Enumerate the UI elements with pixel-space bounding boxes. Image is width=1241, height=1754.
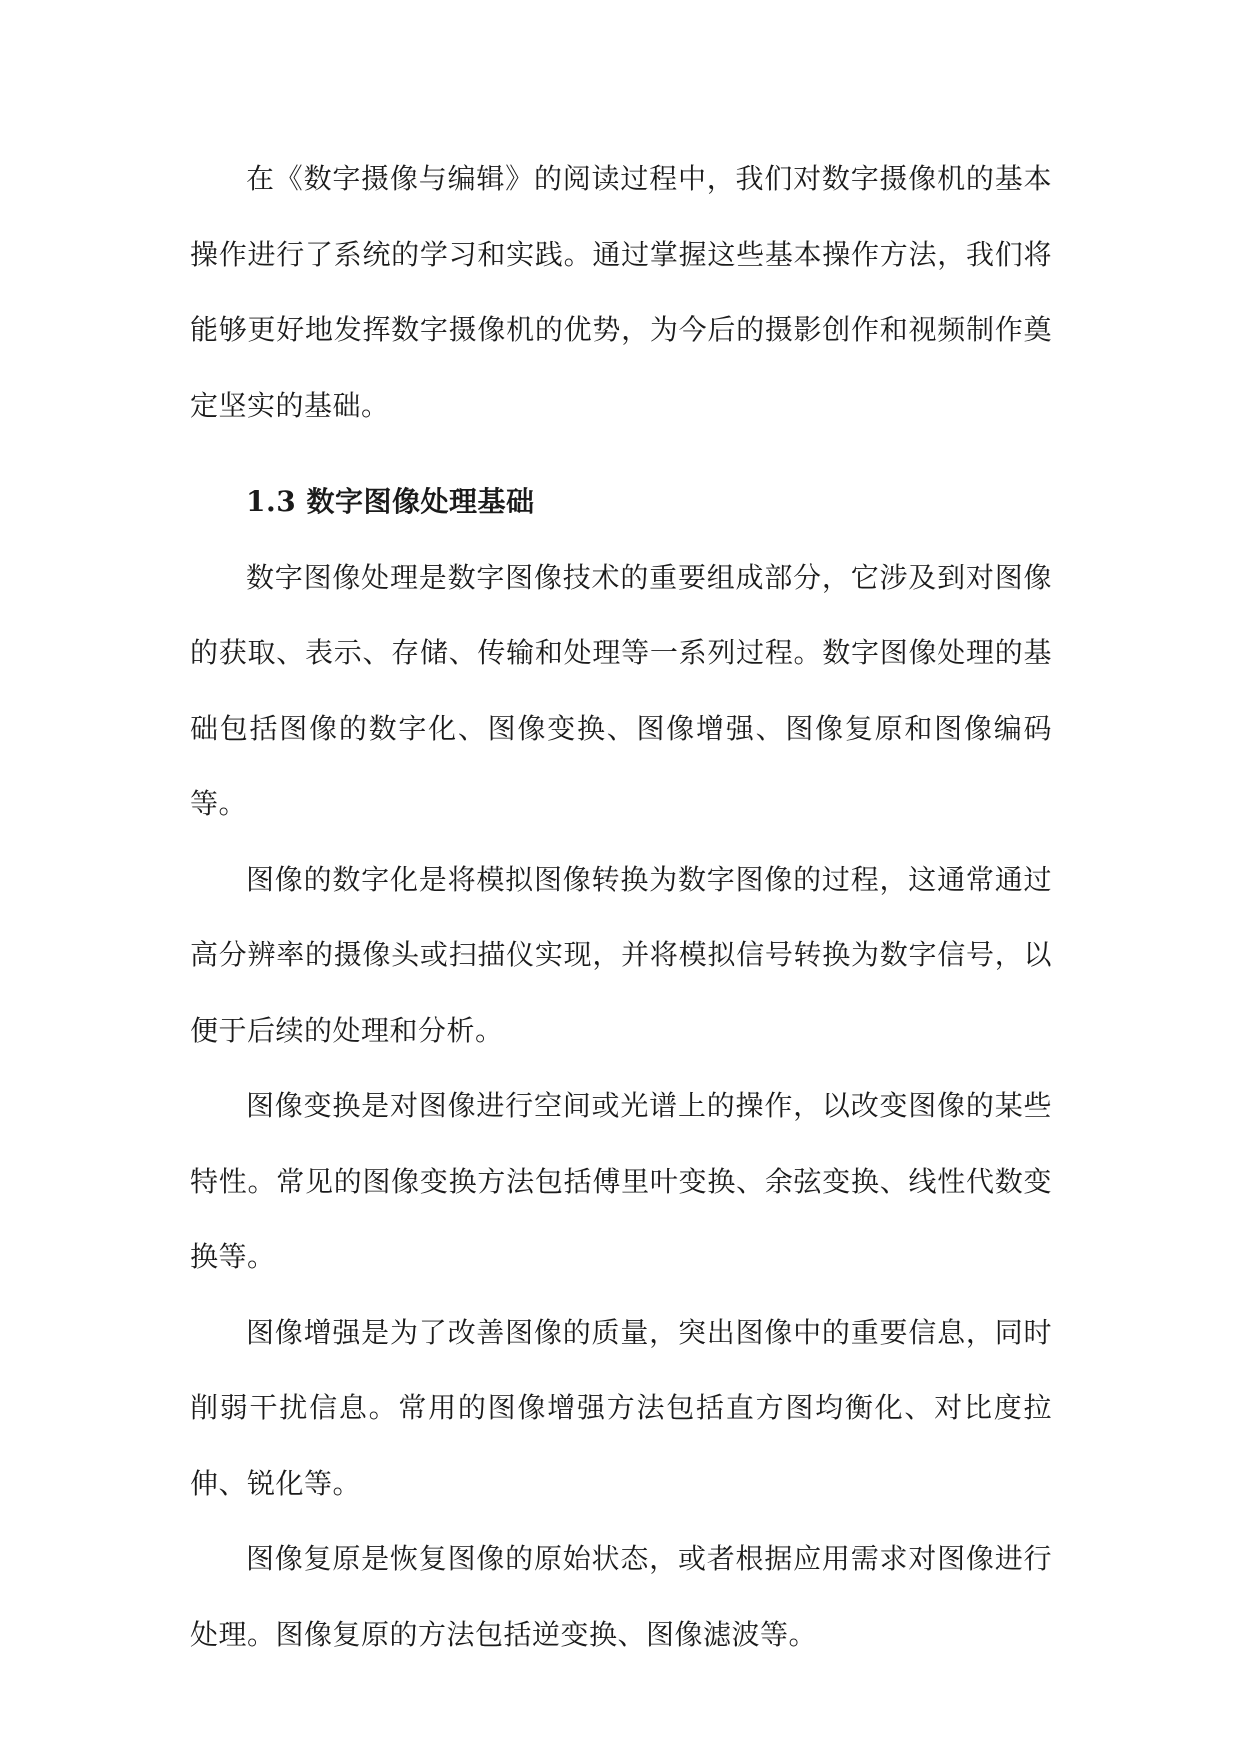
intro-paragraph: 在《数字摄像与编辑》的阅读过程中，我们对数字摄像机的基本操作进行了系统的学习和实践。通过掌握这些基本操作方法，我们将能够更好地发挥数字摄像机的优势，为今后的摄影创作和视频制作奠定坚实的基础。 (190, 162, 1052, 422)
paragraph-digitization: 图像的数字化是将模拟图像转换为数字图像的过程，这通常通过高分辨率的摄像头或扫描仪实现，并将模拟信号转换为数字信号，以便于后续的处理和分析。 (190, 862, 1052, 1047)
paragraph-image-restoration: 图像复原是恢复图像的原始状态，或者根据应用需求对图像进行处理。图像复原的方法包括逆变换、图像滤波等。 (190, 1542, 1052, 1651)
document-body (190, 141, 1052, 1672)
section-heading: 1.3 数字图像处理基础 (246, 485, 535, 518)
paragraph-image-processing-overview: 数字图像处理是数字图像技术的重要组成部分，它涉及到对图像的获取、表示、存储、传输和处理等一系列过程。数字图像处理的基础包括图像的数字化、图像变换、图像增强、图像复原和图像编码等。 (190, 560, 1052, 820)
paragraph-image-transform: 图像变换是对图像进行空间或光谱上的操作，以改变图像的某些特性。常见的图像变换方法包括傅里叶变换、余弦变换、线性代数变换等。 (190, 1089, 1052, 1273)
paragraph-image-enhancement: 图像增强是为了改善图像的质量，突出图像中的重要信息，同时削弱干扰信息。常用的图像增强方法包括直方图均衡化、对比度拉伸、锐化等。 (190, 1315, 1052, 1500)
